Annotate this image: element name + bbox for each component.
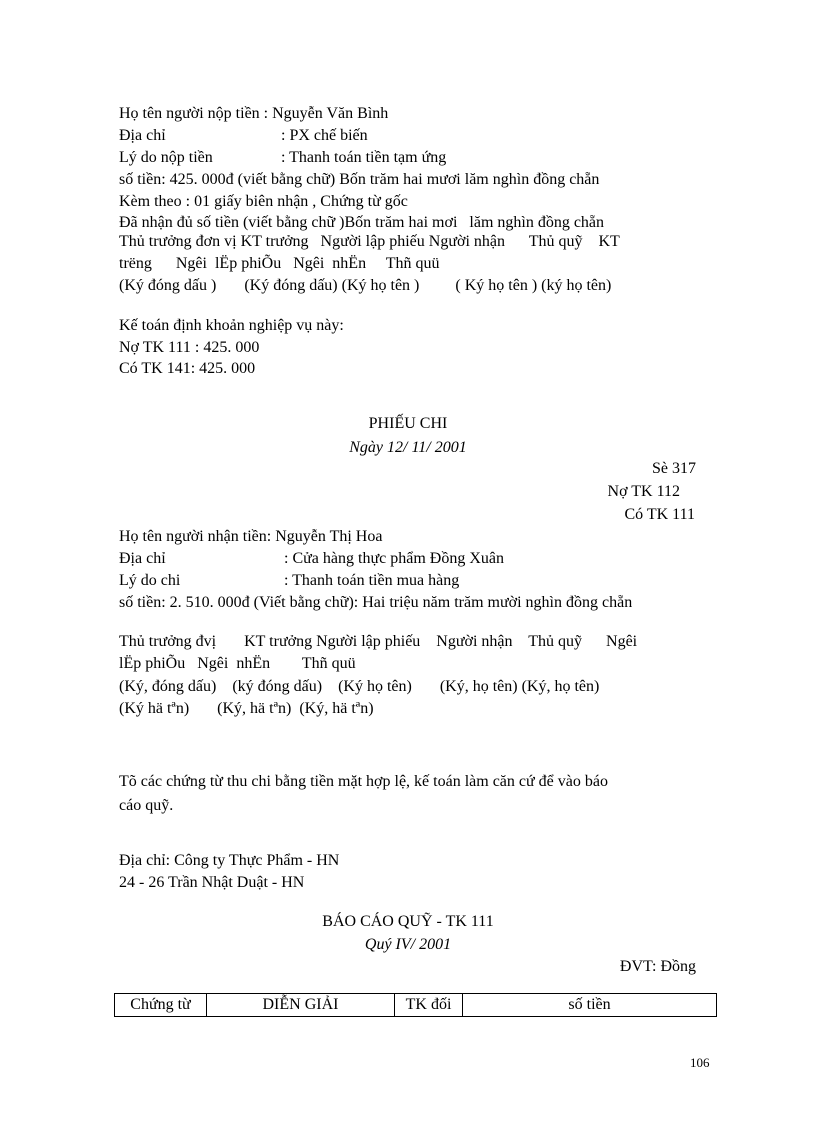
payer-line: Họ tên người nộp tiền : Nguyễn Văn Bình bbox=[119, 105, 389, 122]
voucher-number: Sè 317 bbox=[652, 460, 696, 477]
voucher-address-label: Địa chỉ bbox=[119, 550, 166, 567]
voucher-date: Ngày 12/ 11/ 2001 bbox=[349, 439, 467, 456]
voucher-title: PHIẾU CHI bbox=[368, 415, 448, 432]
voucher-recipient: Họ tên người nhận tiền: Nguyễn Thị Hoa bbox=[119, 528, 383, 545]
column-header-document: Chứng từ bbox=[115, 994, 207, 1017]
report-title: BÁO CÁO QUỸ - TK 111 bbox=[322, 913, 494, 930]
voucher-signature-roles-1: Thủ trưởng đvị KT trưởng Người lập phiếu Người nhận Thủ quỹ Ngêi bbox=[119, 633, 638, 650]
receipt-address-value: : PX chế biến bbox=[281, 127, 368, 144]
company-street: 24 - 26 Trần Nhật Duật - HN bbox=[119, 874, 305, 891]
receipt-attached-line: Kèm theo : 01 giấy biên nhận , Chứng từ gốc bbox=[119, 193, 408, 210]
voucher-signature-roles-2: lËp phiÕu Ngêi nhËn Thñ quü bbox=[119, 655, 356, 672]
receipt-address-label: Địa chỉ bbox=[119, 127, 166, 144]
voucher-amount-line: số tiền: 2. 510. 000đ (Viết bằng chữ): Hai triệu năm trăm mười nghìn đồng chẵn bbox=[119, 594, 633, 611]
report-period: Quý IV/ 2001 bbox=[364, 936, 452, 953]
entry-debit: Nợ TK 111 : 425. 000 bbox=[119, 339, 260, 356]
receipt-reason-label: Lý do nộp tiền bbox=[119, 149, 213, 166]
page-number: 106 bbox=[690, 1055, 710, 1070]
receipt-signature-roles-1: Thủ trưởng đơn vị KT trưởng Người lập phiếu Người nhận Thủ quỹ KT bbox=[119, 233, 620, 250]
voucher-address-value: : Cửa hàng thực phẩm Đồng Xuân bbox=[284, 550, 504, 567]
receipt-signature-roles-2: trëng Ngêi lËp phiÕu Ngêi nhËn Thñ quü bbox=[119, 255, 440, 272]
receipt-signature-notes: (Ký đóng dấu ) (Ký đóng dấu) (Ký họ tên ) ( Ký họ tên ) (ký họ tên) bbox=[119, 277, 612, 294]
receipt-reason-value: : Thanh toán tiền tạm ứng bbox=[281, 149, 447, 166]
voucher-signature-notes-1: (Ký, đóng dấu) (ký đóng dấu) (Ký họ tên) (Ký, họ tên) (Ký, họ tên) bbox=[119, 678, 600, 695]
company-address: Địa chỉ: Công ty Thực Phẩm - HN bbox=[119, 852, 340, 869]
voucher-reason-value: : Thanh toán tiền mua hàng bbox=[284, 572, 460, 589]
voucher-reason-label: Lý do chi bbox=[119, 572, 181, 589]
column-header-contra-account: TK đối bbox=[395, 994, 463, 1017]
column-header-description: DIỄN GIẢI bbox=[207, 994, 395, 1017]
receipt-amount-line: số tiền: 425. 000đ (viết bằng chữ) Bốn trăm hai mươi lăm nghìn đồng chẵn bbox=[119, 171, 600, 188]
report-table bbox=[114, 993, 717, 1017]
summary-paragraph-line-2: cáo quỹ. bbox=[119, 797, 174, 814]
voucher-credit: Có TK 111 bbox=[624, 506, 695, 523]
column-header-amount: số tiền bbox=[463, 994, 717, 1017]
report-unit: ĐVT: Đồng bbox=[619, 958, 696, 975]
receipt-received-line: Đã nhận đủ số tiền (viết bằng chữ )Bốn trăm hai mơi lăm nghìn đồng chẵn bbox=[119, 214, 605, 231]
report-table-header-row bbox=[115, 994, 717, 1017]
summary-paragraph-line-1: Tõ các chứng từ thu chi bằng tiền mặt hợp lệ, kế toán làm căn cứ để vào báo bbox=[119, 773, 608, 790]
voucher-debit: Nợ TK 112 bbox=[607, 483, 680, 500]
voucher-signature-notes-2: (Ký hä tªn) (Ký, hä tªn) (Ký, hä tªn) bbox=[119, 700, 374, 717]
entry-intro: Kế toán định khoản nghiệp vụ này: bbox=[119, 317, 344, 334]
entry-credit: Có TK 141: 425. 000 bbox=[119, 360, 256, 377]
